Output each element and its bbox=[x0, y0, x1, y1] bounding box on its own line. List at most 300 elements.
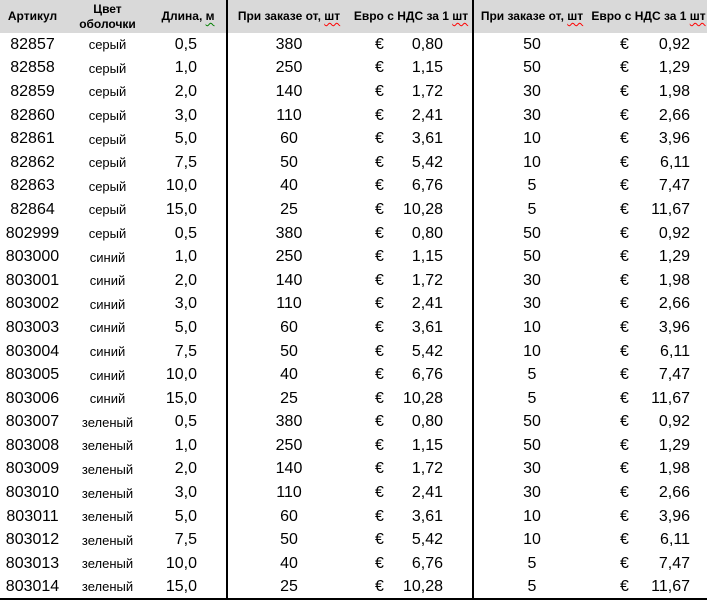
cell-artikul[interactable]: 803007 bbox=[5, 413, 60, 431]
price-cell-layout bbox=[590, 272, 707, 290]
price-value: 6,76 bbox=[411, 554, 443, 572]
cell-price-tier2[interactable] bbox=[590, 175, 707, 199]
cell-order-tier2[interactable]: 5 bbox=[527, 389, 537, 407]
euro-symbol: € bbox=[620, 484, 629, 502]
price-cell-layout bbox=[590, 154, 707, 172]
euro-symbol: € bbox=[620, 200, 629, 218]
table-row bbox=[0, 434, 707, 458]
price-cell-layout bbox=[350, 154, 472, 172]
cell-price-tier2[interactable] bbox=[590, 269, 707, 293]
price-cell-layout bbox=[350, 555, 472, 573]
table-row bbox=[0, 33, 707, 57]
price-cell-layout bbox=[590, 59, 707, 77]
cell-price-tier1[interactable] bbox=[350, 434, 473, 458]
cell-artikul[interactable]: 802999 bbox=[5, 224, 60, 242]
cell-color[interactable]: зеленый bbox=[81, 438, 134, 454]
price-value: 1,72 bbox=[411, 82, 443, 100]
cell-order-tier1[interactable]: 140 bbox=[275, 460, 303, 478]
price-cell-layout bbox=[590, 225, 707, 243]
cell-price-tier1[interactable] bbox=[350, 363, 473, 387]
price-value: 6,76 bbox=[411, 177, 443, 195]
cell-length[interactable]: 7,5 bbox=[150, 151, 227, 175]
table-row bbox=[0, 57, 707, 81]
cell-order-tier1[interactable]: 50 bbox=[280, 342, 298, 360]
euro-symbol: € bbox=[375, 318, 384, 336]
cell-color[interactable]: синий bbox=[89, 249, 126, 265]
euro-symbol: € bbox=[375, 295, 384, 313]
cell-artikul[interactable]: 803010 bbox=[5, 484, 60, 502]
cell-price-tier1[interactable] bbox=[350, 104, 473, 128]
cell-order-tier2[interactable]: 50 bbox=[523, 224, 541, 242]
price-value: 3,96 bbox=[658, 318, 690, 336]
cell-price-tier2[interactable] bbox=[590, 411, 707, 435]
euro-symbol: € bbox=[620, 531, 629, 549]
cell-color[interactable]: зеленый bbox=[81, 485, 134, 501]
price-cell-layout bbox=[350, 319, 472, 337]
price-value: 5,42 bbox=[411, 342, 443, 360]
price-value: 0,92 bbox=[658, 35, 690, 53]
table-row bbox=[0, 293, 707, 317]
cell-price-tier2[interactable] bbox=[590, 528, 707, 552]
price-value: 1,72 bbox=[411, 271, 443, 289]
cell-price-tier2[interactable] bbox=[590, 363, 707, 387]
cell-price-tier2[interactable] bbox=[590, 576, 707, 600]
cell-order-tier2[interactable]: 10 bbox=[523, 342, 541, 360]
cell-price-tier1[interactable] bbox=[350, 33, 473, 57]
cell-artikul[interactable]: 82858 bbox=[10, 59, 55, 77]
cell-color[interactable]: серый bbox=[88, 155, 127, 171]
price-value: 11,67 bbox=[651, 389, 690, 407]
cell-order-tier1[interactable]: 380 bbox=[275, 413, 303, 431]
price-cell-layout bbox=[590, 295, 707, 313]
header-row bbox=[0, 0, 707, 33]
header-order-tier2-unit-spellcheck-underline: шт bbox=[567, 9, 584, 23]
cell-order-tier2[interactable]: 30 bbox=[523, 295, 541, 313]
cell-artikul[interactable]: 82864 bbox=[10, 200, 55, 218]
cell-color[interactable]: синий bbox=[89, 367, 126, 383]
cell-color[interactable]: зеленый bbox=[81, 509, 134, 525]
cell-price-tier2[interactable] bbox=[590, 127, 707, 151]
cell-price-tier1[interactable] bbox=[350, 175, 473, 199]
price-cell-layout bbox=[350, 437, 472, 455]
cell-price-tier1[interactable] bbox=[350, 387, 473, 411]
cell-order-tier2[interactable]: 10 bbox=[523, 318, 541, 336]
price-cell-layout bbox=[350, 36, 472, 54]
header-length-unit-grammar-underline: м bbox=[205, 9, 215, 23]
cell-order-tier2[interactable]: 5 bbox=[527, 366, 537, 384]
euro-symbol: € bbox=[620, 460, 629, 478]
price-cell-layout bbox=[590, 83, 707, 101]
cell-order-tier1[interactable]: 380 bbox=[275, 224, 303, 242]
cell-price-tier2[interactable] bbox=[590, 316, 707, 340]
cell-artikul[interactable]: 803008 bbox=[5, 436, 60, 454]
euro-symbol: € bbox=[620, 248, 629, 266]
cell-length[interactable]: 5,0 bbox=[150, 127, 227, 151]
cell-artikul[interactable]: 803006 bbox=[5, 389, 60, 407]
cell-order-tier2[interactable]: 50 bbox=[523, 436, 541, 454]
cell-order-tier2[interactable]: 50 bbox=[523, 59, 541, 77]
price-value: 1,29 bbox=[658, 248, 690, 266]
cell-color[interactable]: зеленый bbox=[81, 532, 134, 548]
cell-price-tier1[interactable] bbox=[350, 198, 473, 222]
cell-color[interactable]: зеленый bbox=[81, 556, 134, 572]
cell-price-tier2[interactable] bbox=[590, 104, 707, 128]
cell-price-tier2[interactable] bbox=[590, 481, 707, 505]
table-row bbox=[0, 175, 707, 199]
price-cell-layout bbox=[590, 437, 707, 455]
euro-symbol: € bbox=[375, 366, 384, 384]
price-value: 10,28 bbox=[402, 577, 443, 595]
cell-color[interactable]: серый bbox=[88, 226, 127, 242]
cell-artikul[interactable]: 803003 bbox=[5, 318, 60, 336]
price-value: 10,28 bbox=[402, 389, 443, 407]
cell-order-tier1[interactable]: 110 bbox=[276, 484, 302, 502]
cell-price-tier1[interactable] bbox=[350, 505, 473, 529]
euro-symbol: € bbox=[620, 59, 629, 77]
cell-artikul[interactable]: 82863 bbox=[10, 177, 55, 195]
cell-order-tier2[interactable]: 30 bbox=[523, 484, 541, 502]
cell-length[interactable]: 7,5 bbox=[150, 528, 227, 552]
cell-order-tier2[interactable]: 10 bbox=[523, 507, 541, 525]
cell-price-tier2[interactable] bbox=[590, 57, 707, 81]
cell-order-tier1[interactable]: 60 bbox=[280, 130, 298, 148]
price-value: 1,98 bbox=[658, 271, 690, 289]
euro-symbol: € bbox=[620, 295, 629, 313]
header-artikul[interactable]: Артикул bbox=[0, 0, 65, 33]
cell-length[interactable]: 10,0 bbox=[150, 363, 227, 387]
cell-price-tier2[interactable] bbox=[590, 198, 707, 222]
cell-length[interactable]: 2,0 bbox=[150, 458, 227, 482]
euro-symbol: € bbox=[375, 82, 384, 100]
price-value: 1,15 bbox=[411, 248, 443, 266]
price-value: 0,92 bbox=[658, 413, 690, 431]
cell-price-tier2[interactable] bbox=[590, 340, 707, 364]
cell-order-tier1[interactable]: 60 bbox=[280, 318, 298, 336]
price-value: 6,11 bbox=[660, 531, 690, 549]
cell-order-tier1[interactable]: 25 bbox=[280, 389, 298, 407]
cell-artikul[interactable]: 803002 bbox=[5, 295, 60, 313]
cell-color[interactable]: серый bbox=[88, 60, 127, 76]
price-value: 1,29 bbox=[658, 59, 690, 77]
cell-price-tier2[interactable] bbox=[590, 222, 707, 246]
cell-price-tier2[interactable] bbox=[590, 387, 707, 411]
euro-symbol: € bbox=[620, 554, 629, 572]
cell-order-tier1[interactable]: 50 bbox=[280, 531, 298, 549]
cell-artikul[interactable]: 803005 bbox=[5, 366, 60, 384]
cell-order-tier1[interactable]: 50 bbox=[280, 153, 298, 171]
price-value: 10,28 bbox=[402, 200, 443, 218]
cell-length[interactable]: 0,5 bbox=[150, 33, 227, 57]
cell-artikul[interactable]: 803001 bbox=[5, 271, 60, 289]
cell-artikul[interactable]: 82859 bbox=[10, 82, 55, 100]
cell-order-tier2[interactable]: 5 bbox=[527, 577, 537, 595]
cell-price-tier1[interactable] bbox=[350, 458, 473, 482]
cell-order-tier1[interactable]: 25 bbox=[280, 200, 298, 218]
table-body bbox=[0, 33, 707, 599]
price-value: 2,66 bbox=[658, 106, 690, 124]
cell-artikul[interactable]: 82862 bbox=[10, 153, 55, 171]
cell-color[interactable]: зеленый bbox=[81, 579, 134, 595]
price-value: 5,42 bbox=[411, 153, 443, 171]
cell-order-tier2[interactable]: 10 bbox=[523, 130, 541, 148]
cell-order-tier1[interactable]: 60 bbox=[280, 507, 298, 525]
price-cell-layout bbox=[590, 130, 707, 148]
price-value: 0,92 bbox=[658, 224, 690, 242]
cell-color[interactable]: синий bbox=[89, 296, 126, 312]
price-cell-layout bbox=[350, 578, 472, 596]
cell-color[interactable]: синий bbox=[89, 344, 126, 360]
header-order-tier1-text: При заказе от, bbox=[237, 9, 325, 23]
cell-order-tier1[interactable]: 140 bbox=[275, 271, 303, 289]
price-cell-layout bbox=[590, 343, 707, 361]
table-row bbox=[0, 528, 707, 552]
price-value: 2,66 bbox=[658, 484, 690, 502]
cell-price-tier2[interactable] bbox=[590, 293, 707, 317]
cell-order-tier2[interactable]: 50 bbox=[523, 35, 541, 53]
cell-artikul[interactable]: 803014 bbox=[5, 577, 60, 595]
cell-color[interactable]: синий bbox=[89, 391, 126, 407]
cell-artikul[interactable]: 803009 bbox=[5, 460, 60, 478]
header-price-tier2-text: Евро с НДС за 1 bbox=[591, 9, 690, 23]
cell-order-tier1[interactable]: 110 bbox=[276, 106, 302, 124]
price-cell-layout bbox=[590, 319, 707, 337]
cell-artikul[interactable]: 803000 bbox=[5, 248, 60, 266]
cell-length[interactable]: 7,5 bbox=[150, 340, 227, 364]
price-value: 11,67 bbox=[651, 200, 690, 218]
cell-order-tier1[interactable]: 250 bbox=[275, 248, 303, 266]
cell-order-tier2[interactable]: 50 bbox=[523, 248, 541, 266]
cell-artikul[interactable]: 803013 bbox=[5, 554, 60, 572]
cell-color[interactable]: серый bbox=[88, 37, 127, 53]
cell-price-tier1[interactable] bbox=[350, 293, 473, 317]
table-row bbox=[0, 363, 707, 387]
cell-price-tier2[interactable] bbox=[590, 33, 707, 57]
cell-length[interactable]: 1,0 bbox=[150, 434, 227, 458]
cell-price-tier2[interactable] bbox=[590, 552, 707, 576]
table-row bbox=[0, 576, 707, 600]
euro-symbol: € bbox=[620, 35, 629, 53]
cell-order-tier2[interactable]: 30 bbox=[523, 460, 541, 478]
cell-length[interactable]: 5,0 bbox=[150, 505, 227, 529]
cell-length[interactable]: 10,0 bbox=[150, 552, 227, 576]
cell-order-tier1[interactable]: 40 bbox=[280, 366, 298, 384]
cell-price-tier1[interactable] bbox=[350, 127, 473, 151]
cell-length[interactable]: 3,0 bbox=[150, 293, 227, 317]
cell-price-tier1[interactable] bbox=[350, 552, 473, 576]
price-value: 3,96 bbox=[658, 130, 690, 148]
cell-price-tier2[interactable] bbox=[590, 505, 707, 529]
price-cell-layout bbox=[590, 460, 707, 478]
table-row bbox=[0, 316, 707, 340]
price-value: 11,67 bbox=[651, 577, 690, 595]
cell-color[interactable]: синий bbox=[89, 273, 126, 289]
header-order-tier1[interactable] bbox=[227, 0, 350, 33]
price-value: 0,80 bbox=[411, 224, 443, 242]
cell-artikul[interactable]: 82860 bbox=[10, 106, 55, 124]
cell-order-tier2[interactable]: 5 bbox=[527, 200, 537, 218]
price-value: 7,47 bbox=[658, 366, 690, 384]
euro-symbol: € bbox=[375, 413, 384, 431]
cell-color[interactable]: серый bbox=[88, 108, 127, 124]
cell-artikul[interactable]: 803012 bbox=[5, 531, 60, 549]
price-cell-layout bbox=[350, 343, 472, 361]
header-color[interactable]: Цвет оболочки bbox=[65, 0, 150, 33]
header-length[interactable] bbox=[150, 0, 227, 33]
euro-symbol: € bbox=[375, 389, 384, 407]
price-value: 2,66 bbox=[658, 295, 690, 313]
euro-symbol: € bbox=[375, 531, 384, 549]
euro-symbol: € bbox=[375, 106, 384, 124]
header-price-tier1-text: Евро с НДС за 1 bbox=[353, 9, 453, 23]
cell-price-tier1[interactable] bbox=[350, 222, 473, 246]
table-row bbox=[0, 552, 707, 576]
header-price-tier1[interactable] bbox=[350, 0, 473, 33]
cell-color[interactable]: синий bbox=[89, 320, 126, 336]
price-cell-layout bbox=[350, 366, 472, 384]
cell-price-tier2[interactable] bbox=[590, 151, 707, 175]
cell-order-tier1[interactable]: 380 bbox=[275, 35, 303, 53]
table-row bbox=[0, 104, 707, 128]
cell-price-tier1[interactable] bbox=[350, 269, 473, 293]
cell-artikul[interactable]: 803011 bbox=[6, 507, 59, 525]
header-order-tier1-unit-spellcheck-underline: шт bbox=[324, 9, 341, 23]
cell-length[interactable]: 1,0 bbox=[150, 245, 227, 269]
cell-price-tier2[interactable] bbox=[590, 245, 707, 269]
header-price-tier2[interactable] bbox=[590, 0, 707, 33]
cell-length[interactable]: 15,0 bbox=[150, 387, 227, 411]
cell-color[interactable]: серый bbox=[88, 202, 127, 218]
euro-symbol: € bbox=[620, 130, 629, 148]
euro-symbol: € bbox=[375, 200, 384, 218]
cell-order-tier1[interactable]: 25 bbox=[280, 577, 298, 595]
cell-order-tier2[interactable]: 5 bbox=[527, 177, 537, 195]
euro-symbol: € bbox=[620, 177, 629, 195]
euro-symbol: € bbox=[620, 413, 629, 431]
price-cell-layout bbox=[590, 201, 707, 219]
cell-artikul[interactable]: 82861 bbox=[10, 130, 55, 148]
cell-length[interactable]: 0,5 bbox=[150, 222, 227, 246]
cell-order-tier2[interactable]: 30 bbox=[523, 271, 541, 289]
euro-symbol: € bbox=[375, 153, 384, 171]
cell-length[interactable]: 2,0 bbox=[150, 269, 227, 293]
cell-price-tier1[interactable] bbox=[350, 316, 473, 340]
cell-length[interactable]: 15,0 bbox=[150, 576, 227, 600]
price-value: 6,11 bbox=[660, 153, 690, 171]
price-value: 5,42 bbox=[411, 531, 443, 549]
euro-symbol: € bbox=[375, 271, 384, 289]
table-row bbox=[0, 127, 707, 151]
cell-color[interactable]: серый bbox=[88, 84, 127, 100]
table-row bbox=[0, 411, 707, 435]
cell-order-tier2[interactable]: 50 bbox=[523, 413, 541, 431]
price-value: 1,98 bbox=[658, 460, 690, 478]
cell-order-tier2[interactable]: 5 bbox=[527, 554, 537, 572]
cell-price-tier2[interactable] bbox=[590, 434, 707, 458]
cell-price-tier1[interactable] bbox=[350, 481, 473, 505]
price-cell-layout bbox=[590, 578, 707, 596]
price-cell-layout bbox=[350, 225, 472, 243]
cell-price-tier1[interactable] bbox=[350, 151, 473, 175]
price-value: 2,41 bbox=[411, 106, 443, 124]
cell-length[interactable]: 1,0 bbox=[150, 57, 227, 81]
price-value: 1,72 bbox=[411, 460, 443, 478]
cell-price-tier1[interactable] bbox=[350, 576, 473, 600]
cell-order-tier1[interactable]: 40 bbox=[280, 554, 298, 572]
cell-length[interactable]: 3,0 bbox=[150, 104, 227, 128]
price-value: 7,47 bbox=[658, 177, 690, 195]
cell-color[interactable]: серый bbox=[88, 131, 127, 147]
header-price-tier1-unit-spellcheck-underline: шт bbox=[452, 9, 469, 23]
cell-artikul[interactable]: 803004 bbox=[5, 342, 60, 360]
cell-price-tier1[interactable] bbox=[350, 340, 473, 364]
cell-color[interactable]: серый bbox=[88, 178, 127, 194]
price-cell-layout bbox=[350, 460, 472, 478]
price-cell-layout bbox=[590, 390, 707, 408]
price-cell-layout bbox=[590, 36, 707, 54]
cell-artikul[interactable]: 82857 bbox=[10, 35, 55, 53]
euro-symbol: € bbox=[620, 82, 629, 100]
cell-order-tier2[interactable]: 30 bbox=[523, 82, 541, 100]
cell-length[interactable]: 3,0 bbox=[150, 481, 227, 505]
price-cell-layout bbox=[590, 366, 707, 384]
cell-color[interactable]: зеленый bbox=[81, 461, 134, 477]
cell-length[interactable]: 2,0 bbox=[150, 80, 227, 104]
price-cell-layout bbox=[350, 484, 472, 502]
price-cell-layout bbox=[590, 531, 707, 549]
price-value: 3,96 bbox=[658, 507, 690, 525]
cell-price-tier1[interactable] bbox=[350, 411, 473, 435]
cell-order-tier1[interactable]: 110 bbox=[276, 295, 302, 313]
cell-length[interactable]: 0,5 bbox=[150, 411, 227, 435]
cell-length[interactable]: 15,0 bbox=[150, 198, 227, 222]
euro-symbol: € bbox=[620, 436, 629, 454]
price-value: 0,80 bbox=[411, 35, 443, 53]
price-cell-layout bbox=[590, 508, 707, 526]
cell-order-tier1[interactable]: 250 bbox=[275, 59, 303, 77]
table-row bbox=[0, 222, 707, 246]
cell-price-tier2[interactable] bbox=[590, 80, 707, 104]
cell-order-tier1[interactable]: 250 bbox=[275, 436, 303, 454]
price-cell-layout bbox=[590, 248, 707, 266]
header-price-tier2-unit-spellcheck-underline: шт bbox=[689, 9, 706, 23]
cell-order-tier2[interactable]: 10 bbox=[523, 531, 541, 549]
price-cell-layout bbox=[590, 555, 707, 573]
cell-length[interactable]: 10,0 bbox=[150, 175, 227, 199]
header-order-tier2[interactable] bbox=[473, 0, 590, 33]
euro-symbol: € bbox=[620, 318, 629, 336]
price-cell-layout bbox=[590, 107, 707, 125]
euro-symbol: € bbox=[620, 342, 629, 360]
cell-order-tier2[interactable]: 30 bbox=[523, 106, 541, 124]
cell-price-tier1[interactable] bbox=[350, 528, 473, 552]
cell-price-tier1[interactable] bbox=[350, 80, 473, 104]
price-value: 2,41 bbox=[411, 295, 443, 313]
price-cell-layout bbox=[350, 248, 472, 266]
euro-symbol: € bbox=[375, 35, 384, 53]
cell-order-tier1[interactable]: 140 bbox=[275, 82, 303, 100]
cell-price-tier1[interactable] bbox=[350, 245, 473, 269]
cell-length[interactable]: 5,0 bbox=[150, 316, 227, 340]
cell-color[interactable]: зеленый bbox=[81, 414, 134, 430]
cell-order-tier1[interactable]: 40 bbox=[280, 177, 298, 195]
cell-price-tier1[interactable] bbox=[350, 57, 473, 81]
euro-symbol: € bbox=[375, 436, 384, 454]
cell-price-tier2[interactable] bbox=[590, 458, 707, 482]
price-cell-layout bbox=[590, 177, 707, 195]
euro-symbol: € bbox=[375, 224, 384, 242]
cell-order-tier2[interactable]: 10 bbox=[523, 153, 541, 171]
price-value: 0,80 bbox=[411, 413, 443, 431]
